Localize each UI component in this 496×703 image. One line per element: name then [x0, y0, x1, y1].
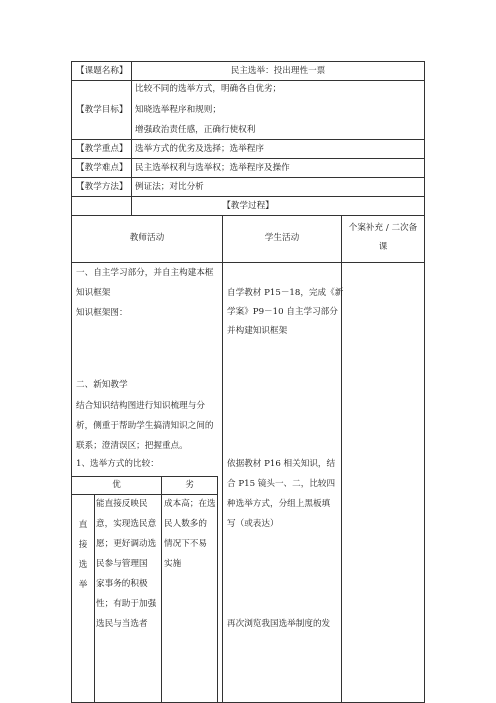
student-text-line: 写（或表达） [227, 519, 279, 529]
student-text-line: 依据教材 P16 相关知识，结 [227, 459, 336, 469]
teacher-text-line: 知识框架图： [76, 308, 128, 318]
teacher-activity-header: 教师活动 [129, 233, 165, 243]
table-line [71, 196, 425, 197]
student-text-line: 再次浏览我国选举制度的发 [227, 619, 331, 629]
table-line [71, 158, 425, 159]
direct-election-label: 直 [78, 520, 88, 530]
direct-election-label: 选 [78, 560, 88, 570]
good-text-line: 家事务的积极 [96, 579, 148, 589]
bad-text-line: 民人数多的 [164, 519, 207, 529]
table-line [222, 215, 223, 702]
good-text-line: 愿；更好调动选 [96, 539, 157, 549]
teacher-text-line: 析，侧重于帮助学生搞清知识之间的 [76, 421, 214, 431]
table-line [71, 139, 425, 140]
objective-line: 比较不同的选举方式，明确各自优劣； [135, 84, 282, 94]
table-line [424, 61, 425, 702]
inner-table-line [217, 476, 218, 702]
direct-election-label: 接 [78, 540, 88, 550]
methods-value: 例证法；对比分析 [135, 182, 204, 192]
good-text-line: 选民与当选者 [96, 619, 148, 629]
teacher-text-line: 二、新知教学 [76, 380, 128, 390]
table-line [71, 61, 72, 702]
student-text-line: 合 P15 镜头一、二，比较四 [227, 479, 336, 489]
student-text-line: 种选举方式，分组上黑板填 [227, 499, 331, 509]
course-title-value: 民主选举：投出理性一票 [230, 66, 326, 76]
inner-table-line [94, 494, 95, 702]
teacher-text-line: 知识框架 [76, 288, 111, 298]
inner-col-bad: 劣 [185, 480, 194, 490]
teacher-text-line: 联系；澄清误区；把握重点。 [76, 441, 188, 451]
student-text-line: 自学教材 P15－18，完成《新 [227, 288, 344, 298]
student-text-line: 学案》P9－10 自主学习部分 [227, 307, 338, 317]
teacher-text-line: 1、选举方式的比较： [76, 459, 159, 469]
table-line [71, 262, 425, 263]
course-title-label: 【课题名称】 [76, 66, 128, 76]
key-points-label: 【教学重点】 [76, 144, 128, 154]
process-title: 【教学过程】 [222, 201, 274, 211]
objective-line: 知晓选举程序和规则； [135, 105, 221, 115]
notes-header: 课 [378, 242, 388, 252]
table-line [131, 61, 132, 215]
objectives-label: 【教学目标】 [76, 105, 128, 115]
inner-table-line [71, 476, 218, 477]
teacher-text-line: 结合知识结构图进行知识梳理与分 [76, 401, 205, 411]
key-points-value: 选举方式的优劣及选择；选举程序 [135, 144, 264, 154]
student-text-line: 并构建知识框架 [227, 326, 288, 336]
teacher-text-line: 一、自主学习部分，并自主构建本框 [76, 268, 214, 278]
student-activity-header: 学生活动 [264, 233, 300, 243]
bad-text-line: 情况下不易 [164, 539, 207, 549]
table-line [71, 215, 425, 216]
table-line [71, 80, 425, 81]
notes-header: 个案补充 / 二次备 [348, 223, 418, 233]
direct-election-label: 举 [78, 580, 88, 590]
bad-text-line: 实施 [164, 559, 182, 569]
good-text-line: 民参与管理国 [96, 559, 148, 569]
table-line [71, 61, 425, 62]
difficulties-label: 【教学难点】 [76, 163, 128, 173]
good-text-line: 意，实现选民意 [96, 519, 157, 529]
methods-label: 【教学方法】 [76, 182, 128, 192]
good-text-line: 性；有助于加强 [96, 599, 157, 609]
difficulties-value: 民主选举权利与选举权；选举程序及操作 [135, 163, 290, 173]
bad-text-line: 成本高；在选 [164, 499, 216, 509]
objective-line: 增强政治责任感，正确行使权利 [135, 125, 256, 135]
table-line [71, 177, 425, 178]
good-text-line: 能直接反映民 [96, 499, 148, 509]
inner-table-line [161, 476, 162, 702]
inner-col-good: 优 [112, 480, 121, 490]
